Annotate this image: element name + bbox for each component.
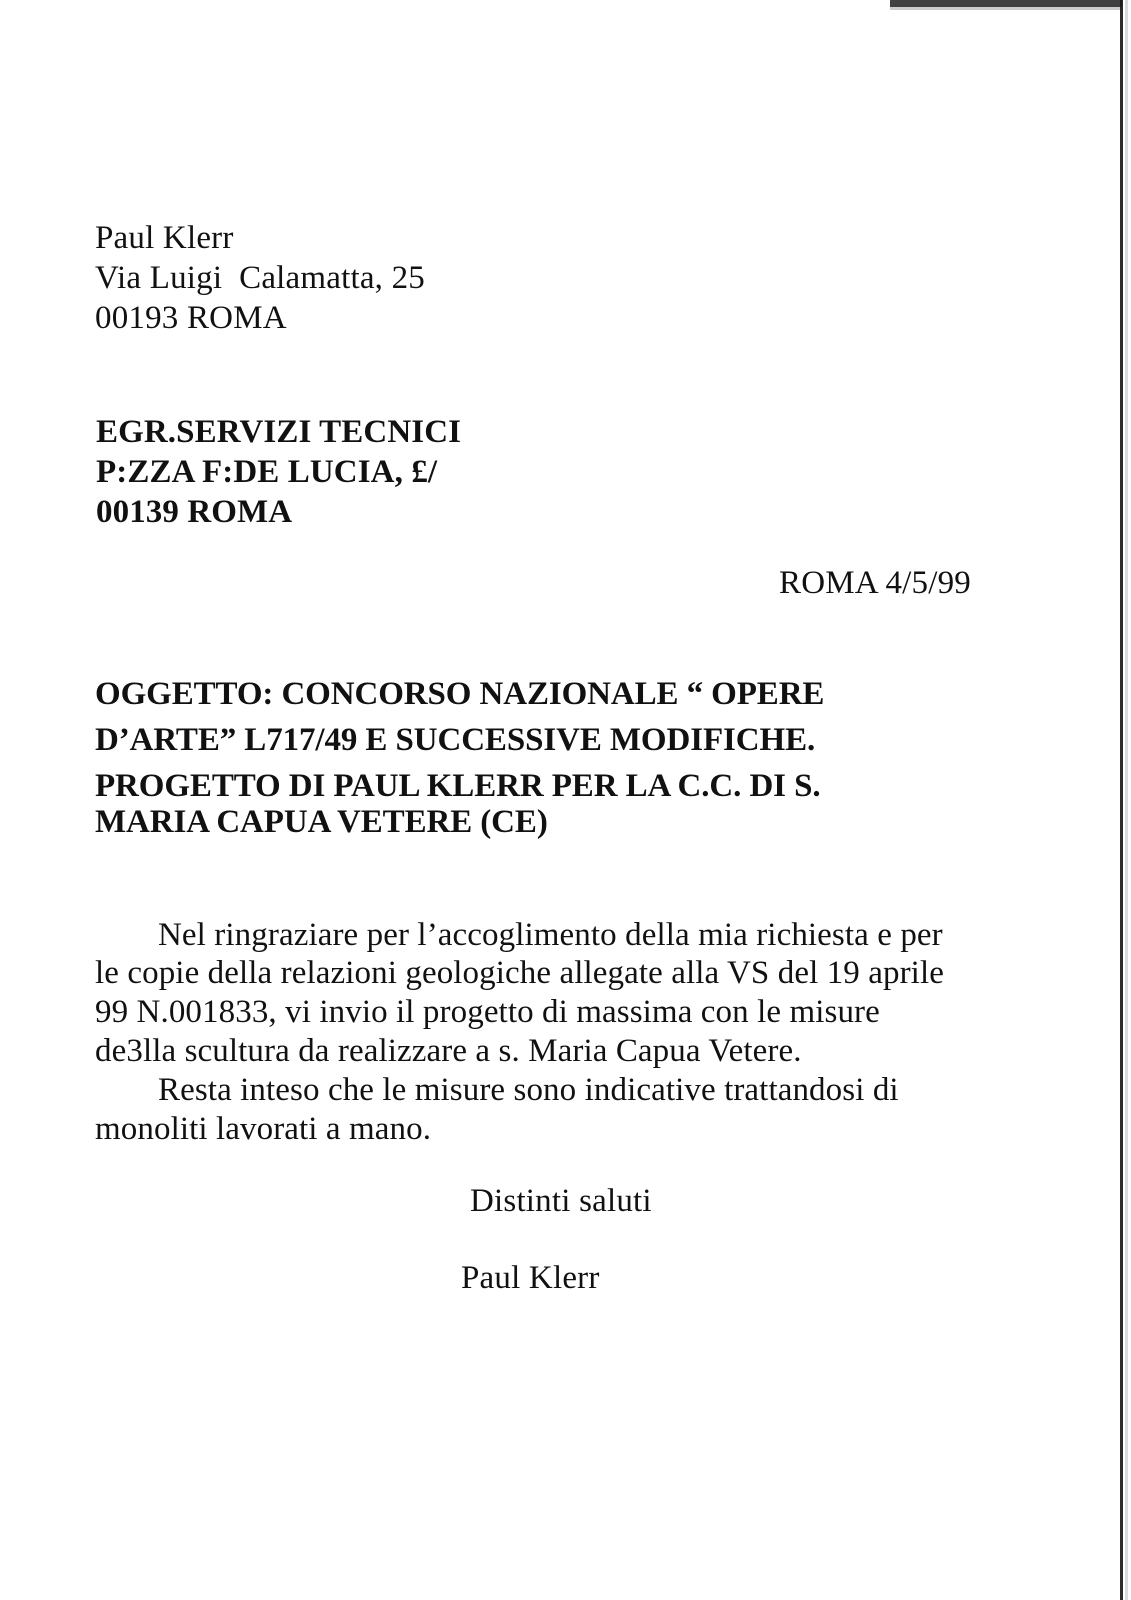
subject-line-2: D’ARTE” L717/49 E SUCCESSIVE MODIFICHE. <box>95 722 816 758</box>
sender-line-street: Via Luigi Calamatta, 25 <box>95 260 425 296</box>
scan-edge-right-fade-artifact <box>1125 0 1128 1600</box>
recipient-line-organization: EGR.SERVIZI TECNICI <box>96 414 462 450</box>
sender-line-name: Paul Klerr <box>95 220 234 256</box>
body-paragraph-2-line-2: monoliti lavorati a mano. <box>95 1111 432 1147</box>
scan-edge-right-artifact <box>1120 0 1123 1600</box>
subject-line-1: OGGETTO: CONCORSO NAZIONALE “ OPERE <box>95 676 825 712</box>
closing-salutation: Distinti saluti <box>470 1183 652 1219</box>
body-paragraph-1-line-3: 99 N.001833, vi invio il progetto di massima con le misure <box>95 994 880 1030</box>
dateline: ROMA 4/5/99 <box>779 565 971 601</box>
body-paragraph-1-line-2: le copie della relazioni geologiche allegate alla VS del 19 aprile <box>95 955 944 991</box>
recipient-line-city: 00139 ROMA <box>96 494 293 530</box>
body-paragraph-1-line-1: Nel ringraziare per l’accoglimento della mia richiesta e per <box>158 917 943 953</box>
body-paragraph-1-line-4: de3lla scultura da realizzare a s. Maria Capua Vetere. <box>95 1033 802 1069</box>
recipient-line-street: P:ZZA F:DE LUCIA, £/ <box>96 454 438 490</box>
subject-line-4: MARIA CAPUA VETERE (CE) <box>95 804 548 840</box>
sender-line-city: 00193 ROMA <box>95 300 287 336</box>
signature-name: Paul Klerr <box>461 1260 600 1296</box>
body-paragraph-2-line-1: Resta inteso che le misure sono indicative trattandosi di <box>158 1072 899 1108</box>
subject-line-3: PROGETTO DI PAUL KLERR PER LA C.C. DI S. <box>95 768 821 804</box>
